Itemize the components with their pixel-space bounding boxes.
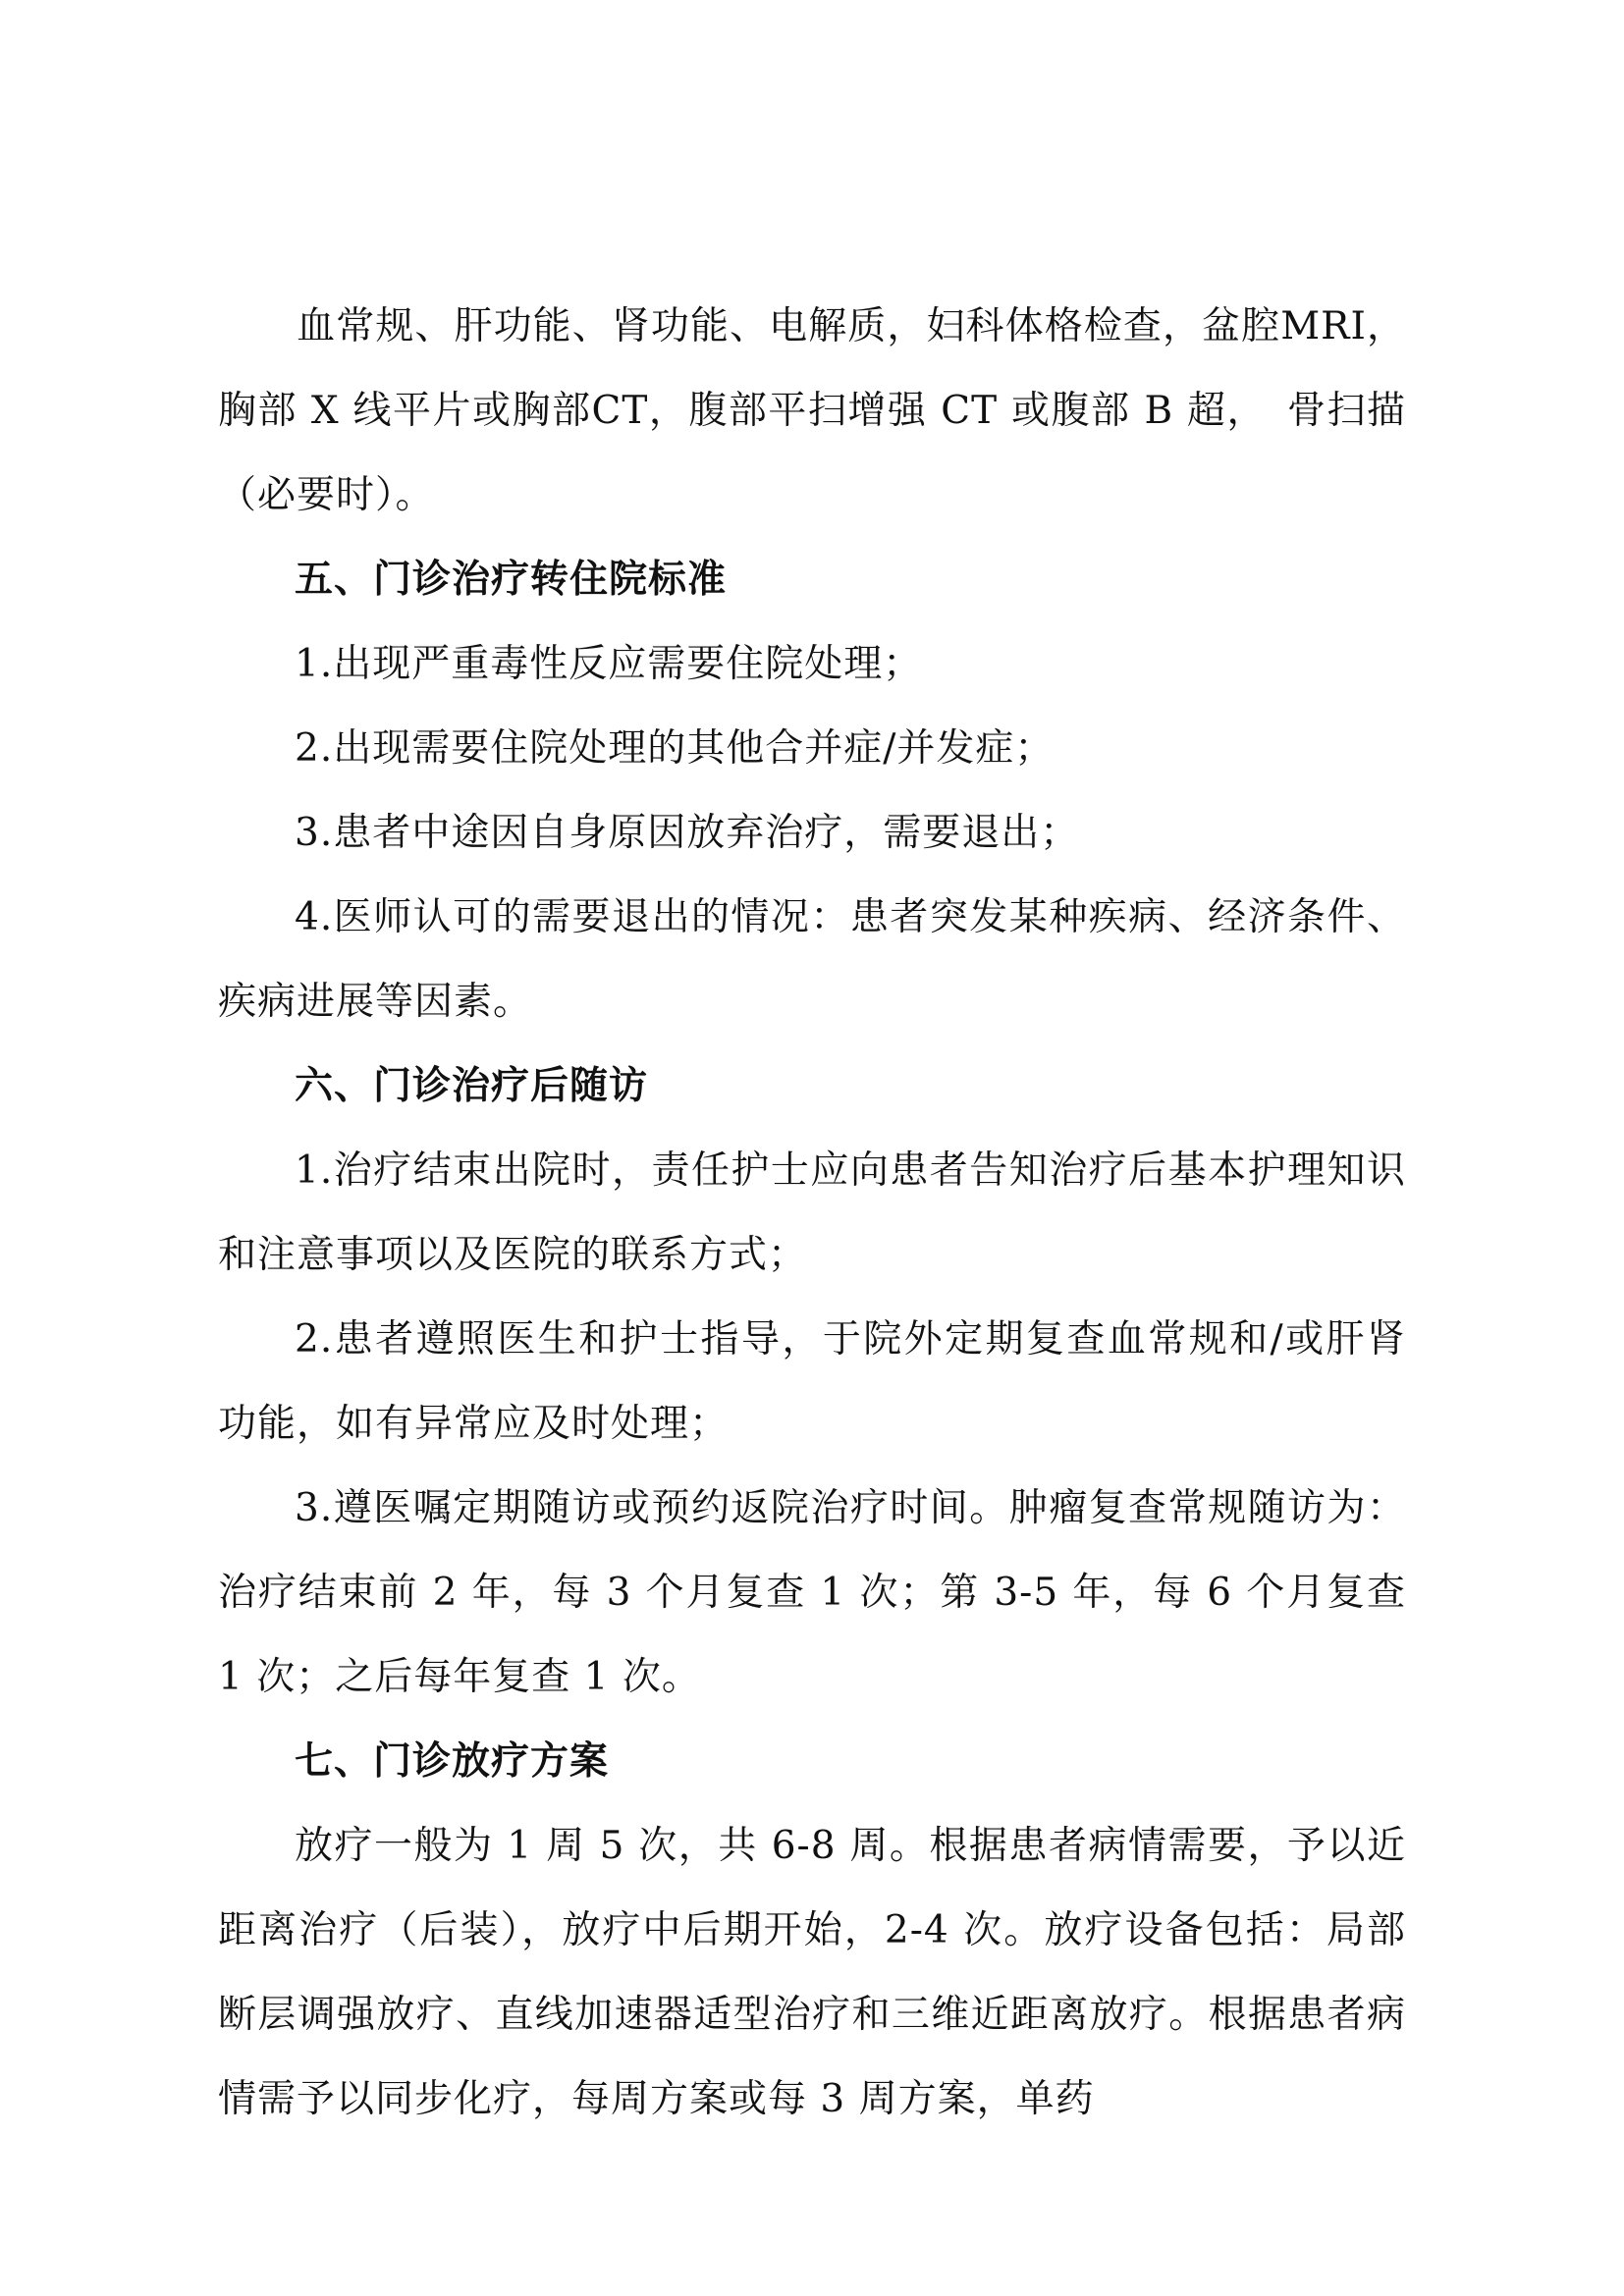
list-item-6-1: 1.治疗结束出院时，责任护士应向患者告知治疗后基本护理知识和注意事项以及医院的联系方式； xyxy=(218,1148,1406,1277)
heading-section-6: 六、门诊治疗后随访 xyxy=(295,1064,649,1108)
list-item-6-3: 3.遵医嘱定期随访或预约返院治疗时间。肿瘤复查常规随访为：治疗结束前 2 年，每 3 个月复查 1 次；第 3-5 年，每 6 个月复查 1 次；之后每年复查 1 次。 xyxy=(218,1486,1406,1699)
list-item-5-4: 4.医师认可的需要退出的情况：患者突发某种疾病、经济条件、疾病进展等因素。 xyxy=(218,895,1406,1024)
paragraph-radiotherapy-plan: 放疗一般为 1 周 5 次，共 6-8 周。根据患者病情需要，予以近距离治疗（后装），放疗中后期开始，2-4 次。放疗设备包括：局部断层调强放疗、直线加速器适型治疗和三维近距离放疗。根据患者病情需予以同步化疗，每周方案或每 3 周方案，单药 xyxy=(218,1824,1406,2121)
list-item-6-2: 2.患者遵照医生和护士指导，于院外定期复查血常规和/或肝肾功能，如有异常应及时处理； xyxy=(218,1317,1406,1446)
list-item-5-3: 3.患者中途因自身原因放弃治疗，需要退出； xyxy=(295,811,1080,855)
list-item-5-1: 1.出现严重毒性反应需要住院处理； xyxy=(295,642,923,686)
heading-section-7: 七、门诊放疗方案 xyxy=(295,1739,610,1784)
heading-section-5: 五、门诊治疗转住院标准 xyxy=(295,558,728,602)
document-body xyxy=(218,285,1406,2142)
paragraph-exam-items: 血常规、肝功能、肾功能、电解质，妇科体格检查，盆腔MRI，胸部 X 线平片或胸部CT，腹部平扫增强 CT 或腹部 B 超， 骨扫描（必要时）。 xyxy=(218,304,1406,517)
list-item-5-2: 2.出现需要住院处理的其他合并症/并发症； xyxy=(295,726,1055,771)
